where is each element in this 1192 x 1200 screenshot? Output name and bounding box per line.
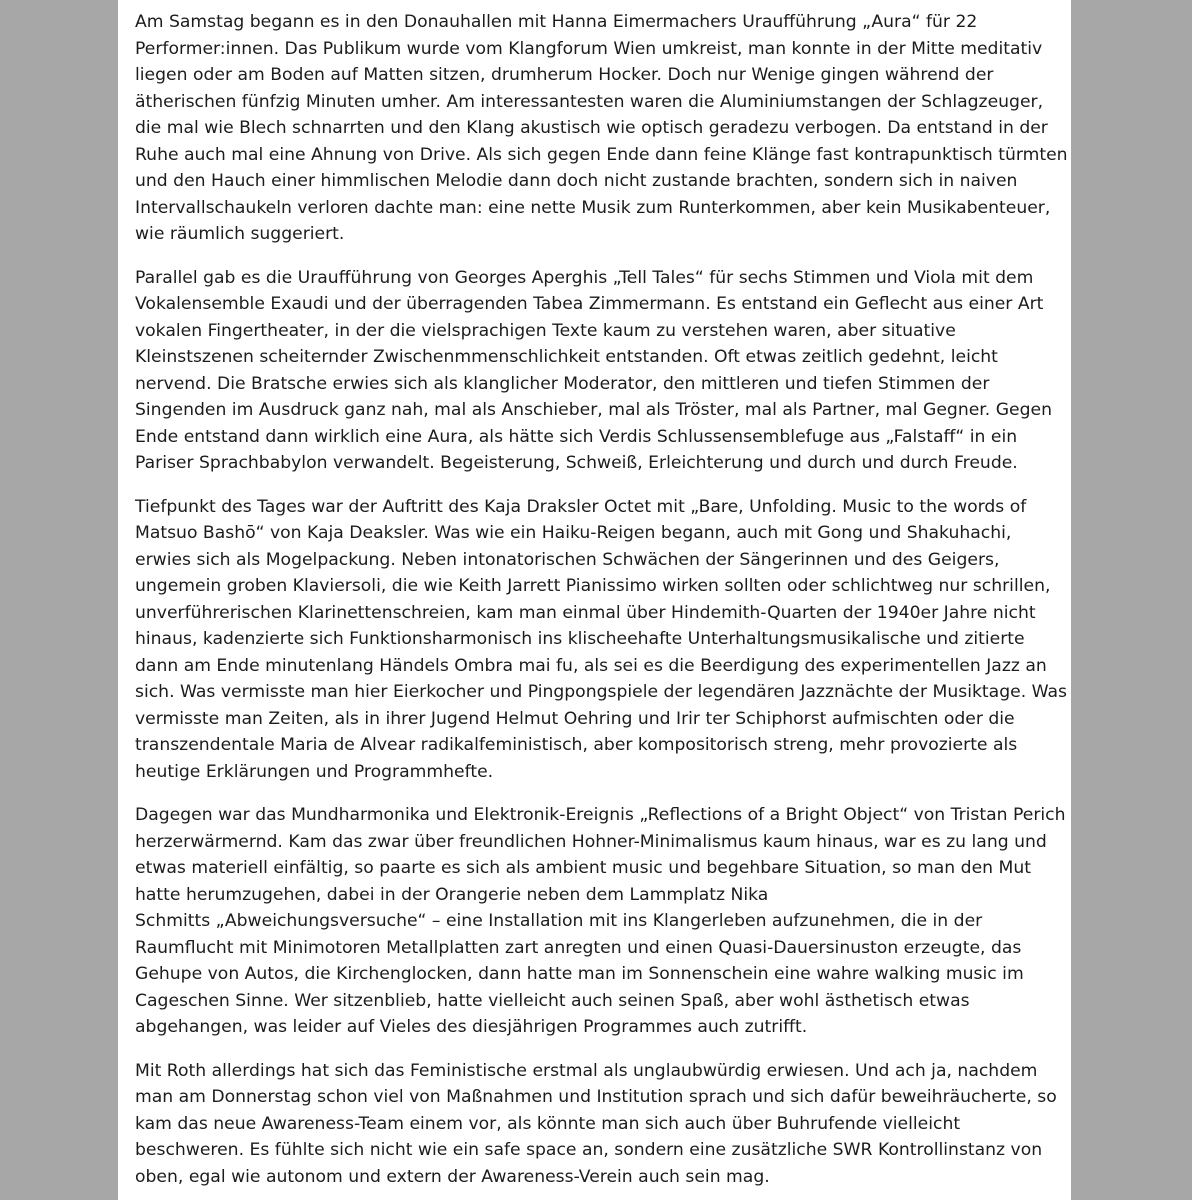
paragraph-draksler-octet: Tiefpunkt des Tages war der Auftritt des Kaja Draksler Octet mit „Bare, Unfolding. Music to the words of Matsuo Bashō“ von Kaja Deaksler. Was wie ein Haiku-Reigen begann, auch mit Gong und Shakuhachi, erwies sich als Mogelpackung. Neben intonatorischen Schwächen der Sängerinnen und des Geigers, ungemein groben Klaviersoli, die wie Keith Jarrett Pianissimo wirken sollten oder schlichtweg nur schrillen, unverführerischen Klarinettenschreien, kam man einmal über Hindemith-Quarten der 1940er Jahre nicht hinaus, kadenzierte sich Funktionsharmonisch ins klischeehafte Unterhaltungsmusikalische und zitierte dann am Ende minutenlang Händels Ombra mai fu, als sei es die Beerdigung des experimentellen Jazz an sich. Was vermisste man hier Eierkocher und Pingpongspiele der legendären Jazznächte der Musiktage. Was vermisste man Zeiten, als in ihrer Jugend Helmut Oehring und Irir ter Schiphorst aufmischten oder die transzendentale Maria de Alvear radikalfeministisch, aber kompositorisch streng, mehr provozierte als heutige Erklärungen und Programmhefte. (135, 496, 1067, 782)
paragraph-awareness: Mit Roth allerdings hat sich das Feministische erstmal als unglaubwürdig erwiesen. Und ach ja, nachdem man am Donnerstag schon viel von Maßnahmen und Institution sprach und sich dafür beweihräucherte, so kam das neue Awareness-Team einem vor, als könnte man sich auch über Buhrufende vielleicht beschweren. Es fühlte sich nicht wie ein safe space an, sondern eine zusätzliche SWR Kontrollinstanz von oben, egal wie autonom und extern der Awareness-Verein auch sein mag. (135, 1060, 1057, 1187)
article-body (135, 9, 1070, 1190)
paragraph-tell-tales: Parallel gab es die Uraufführung von Georges Aperghis „Tell Tales“ für sechs Stimmen und Viola mit dem Vokalensemble Exaudi und der überragenden Tabea Zimmermann. Es entstand ein Geflecht aus einer Art vokalen Fingertheater, in der die vielsprachigen Texte kaum zu verstehen waren, aber situative Kleinstszenen scheiternder Zwischenmmenschlichkeit entstanden. Oft etwas zeitlich gedehnt, leicht nervend. Die Bratsche erwies sich als klanglicher Moderator, den mittleren und tiefen Stimmen der Singenden im Ausdruck ganz nah, mal als Anschieber, mal als Tröster, mal als Partner, mal Gegner. Gegen Ende entstand dann wirklich eine Aura, als hätte sich Verdis Schlussensemblefuge aus „Falstaff“ in ein Pariser Sprachbabylon verwandelt. Begeisterung, Schweiß, Erleichterung und durch und durch Freude. (135, 267, 1052, 473)
article-page (118, 0, 1071, 1200)
paragraph-reflections (135, 802, 1070, 1041)
paragraph-aura: Am Samstag begann es in den Donauhallen mit Hanna Eimermachers Uraufführung „Aura“ für 22 Performer:innen. Das Publikum wurde vom Klangforum Wien umkreist, man konnte in der Mitte meditativ liegen oder am Boden auf Matten sitzen, drumherum Hocker. Doch nur Wenige gingen während der ätherischen fünfzig Minuten umher. Am interessantesten waren die Aluminiumstangen der Schlagzeuger, die mal wie Blech schnarrten und den Klang akustisch wie optisch geradezu verbogen. Da entstand in der Ruhe auch mal eine Ahnung von Drive. Als sich gegen Ende dann feine Klänge fast kontrapunktisch türmten und den Hauch einer himmlischen Melodie dann doch nicht zustande brachten, sondern sich in naiven Intervallschaukeln verloren dachte man: eine nette Musik zum Runterkommen, aber kein Musikabenteuer, wie räumlich suggeriert. (135, 12, 1068, 244)
paragraph-reflections-text: Dagegen war das Mundharmonika und Elektronik-Ereignis „Reflections of a Bright Object“ von Tristan Perich herzerwärmernd. Kam das zwar über freundlichen Hohner-Minimalismus kaum hinaus, war es zu lang und etwas materiell einfältig, so paarte es sich als ambient music und begehbare Situation, so man den Mut hatte herumzugehen, dabei in der Orangerie neben dem Lammplatz Nika Schmitts „Abweichungsversuche“ – eine Installation mit ins Klangerleben aufzunehmen, die in der Raumflucht mit Minimotoren Metallplatten zart anregten und einen Quasi-Dauersinuston erzeugte, das Gehupe von Autos, die Kirchenglocken, dann hatte man im Sonnenschein eine wahre walking music im Cageschen Sinne. Wer sitzenblieb, hatte vielleicht auch seinen Spaß, aber wohl ästhetisch etwas abgehangen, was leider auf Vieles des diesjährigen Programmes auch zutrifft. (135, 805, 1066, 1037)
